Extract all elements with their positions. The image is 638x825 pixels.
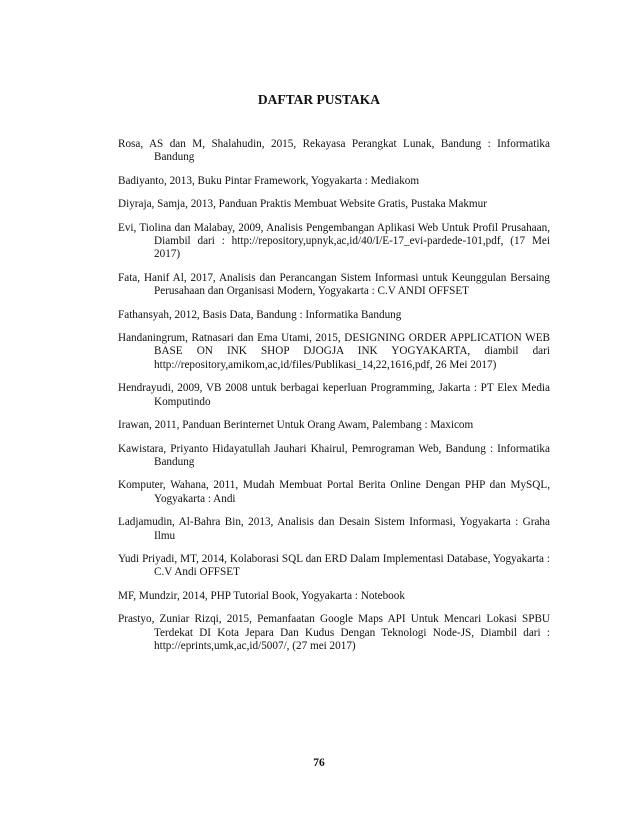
reference-item: Handaningrum, Ratnasari dan Ema Utami, 2015, DESIGNING ORDER APPLICATION WEB BASE ON INK SHOP DJOGJA INK YOGYAKARTA, diambil dari http://repository,amikom,ac,id/files/Publikasi_14,22,1616,pdf, 26 Mei 2017): [118, 332, 550, 371]
reference-item: MF, Mundzir, 2014, PHP Tutorial Book, Yogyakarta : Notebook: [118, 589, 405, 602]
reference-item: Fata, Hanif Al, 2017, Analisis dan Perancangan Sistem Informasi untuk Keunggulan Bersaing Perusahaan dan Organisasi Modern, Yogyakarta : C.V ANDI OFFSET: [118, 271, 550, 298]
reference-item: Fathansyah, 2012, Basis Data, Bandung : Informatika Bandung: [118, 308, 402, 321]
reference-item: Hendrayudi, 2009, VB 2008 untuk berbagai keperluan Programming, Jakarta : PT Elex Media Komputindo: [118, 382, 550, 408]
reference-list: [118, 138, 550, 663]
reference-item: Badiyanto, 2013, Buku Pintar Framework, Yogyakarta : Mediakom: [118, 174, 420, 187]
page-title: DAFTAR PUSTAKA: [257, 92, 381, 107]
reference-item: Komputer, Wahana, 2011, Mudah Membuat Portal Berita Online Dengan PHP dan MySQL, Yogyakarta : Andi: [118, 479, 550, 505]
reference-item: Kawistara, Priyanto Hidayatullah Jauhari Khairul, Pemrograman Web, Bandung : Informatika Bandung: [118, 442, 550, 468]
reference-item: Yudi Priyadi, MT, 2014, Kolaborasi SQL dan ERD Dalam Implementasi Database, Yogyakarta : C.V Andi OFFSET: [118, 552, 550, 579]
reference-item: Rosa, AS dan M, Shalahudin, 2015, Rekayasa Perangkat Lunak, Bandung : Informatika Bandung: [118, 138, 550, 164]
page-number: 76: [313, 757, 325, 769]
reference-item: Ladjamudin, Al-Bahra Bin, 2013, Analisis dan Desain Sistem Informasi, Yogyakarta : Graha Ilmu: [118, 516, 550, 542]
reference-item: Diyraja, Samja, 2013, Panduan Praktis Membuat Website Gratis, Pustaka Makmur: [118, 198, 487, 211]
reference-item: Evi, Tiolina dan Malabay, 2009, Analisis Pengembangan Aplikasi Web Untuk Profil Prusahaan, Diambil dari : http://repository,upnyk,ac,id/40/I/E-17_evi-pardede-101,pdf, (17 Mei 2017): [118, 221, 550, 261]
reference-item: Prastyo, Zuniar Rizqi, 2015, Pemanfaatan Google Maps API Untuk Mencari Lokasi SPBU Terdekat DI Kota Jepara Dan Kudus Dengan Teknologi Node-JS, Diambil dari : http://eprints,umk,ac,id/5007/, (27 mei 2017): [118, 613, 550, 652]
reference-item: Irawan, 2011, Panduan Berinternet Untuk Orang Awam, Palembang : Maxicom: [118, 419, 474, 432]
